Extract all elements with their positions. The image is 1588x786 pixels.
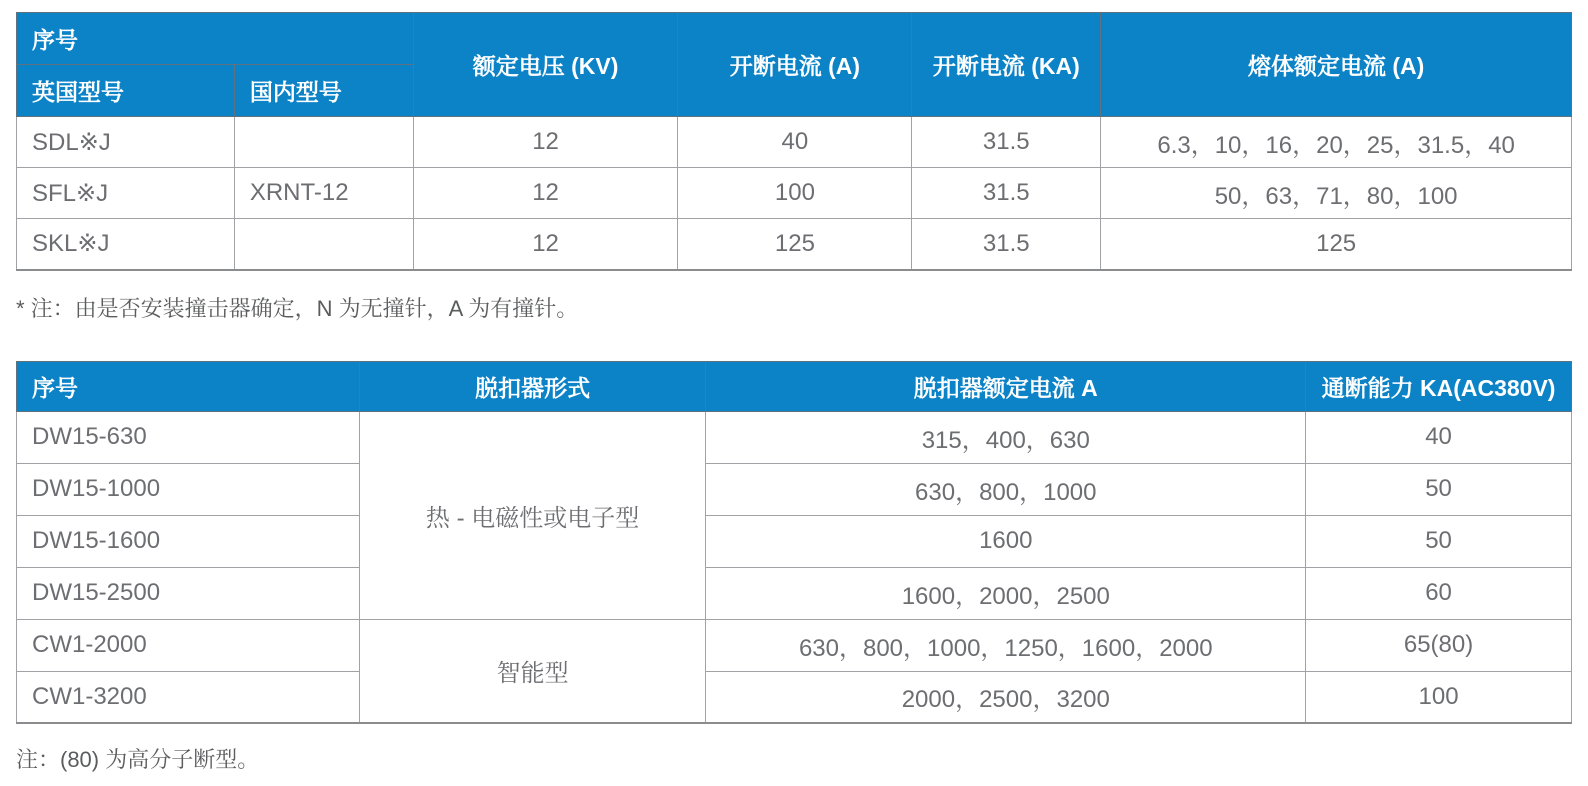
table-row <box>17 515 1572 567</box>
cell-voltage: 12 <box>413 168 678 219</box>
cell-trip-form-group: 智能型 <box>359 619 706 723</box>
cell-rated-current: 2000，2500，3200 <box>706 671 1306 723</box>
cell-trip-form-group: 热 - 电磁性或电子型 <box>359 411 706 619</box>
cell-rated-current: 630，800，1000 <box>706 463 1306 515</box>
cell-model: DW15-2500 <box>17 567 360 619</box>
cell-rated-current: 1600，2000，2500 <box>706 567 1306 619</box>
cell-current-a: 100 <box>678 168 912 219</box>
cell-capacity: 50 <box>1306 515 1572 567</box>
cell-uk-model: SDL※J <box>17 117 235 168</box>
cell-capacity: 60 <box>1306 567 1572 619</box>
header-breaking-current-a: 开断电流 (A) <box>678 13 912 117</box>
cell-capacity: 100 <box>1306 671 1572 723</box>
table-header-row <box>17 13 1572 65</box>
cell-current-a: 40 <box>678 117 912 168</box>
cell-rated-current: 1600 <box>706 515 1306 567</box>
cell-uk-model: SFL※J <box>17 168 235 219</box>
cell-current-ka: 31.5 <box>912 168 1101 219</box>
cell-current-a: 125 <box>678 219 912 270</box>
cell-current-ka: 31.5 <box>912 219 1101 270</box>
cell-fuse-current: 125 <box>1101 219 1572 270</box>
breaker-spec-table <box>16 361 1572 725</box>
cell-model: DW15-1000 <box>17 463 360 515</box>
header-serial: 序号 <box>17 13 414 65</box>
cell-cn-model <box>234 117 413 168</box>
header-fuse-rated-current: 熔体额定电流 (A) <box>1101 13 1572 117</box>
header-uk-model: 英国型号 <box>17 65 235 117</box>
table-row <box>17 567 1572 619</box>
table1-note: * 注：由是否安装撞击器确定，N 为无撞针，A 为有撞针。 <box>16 295 579 321</box>
cell-rated-current: 630，800，1000，1250，1600，2000 <box>706 619 1306 671</box>
cell-voltage: 12 <box>413 117 678 168</box>
cell-uk-model: SKL※J <box>17 219 235 270</box>
cell-current-ka: 31.5 <box>912 117 1101 168</box>
header-serial: 序号 <box>17 361 360 411</box>
fuse-spec-table <box>16 12 1572 271</box>
cell-rated-current: 315，400，630 <box>706 411 1306 463</box>
cell-fuse-current: 6.3，10，16，20，25，31.5，40 <box>1101 117 1572 168</box>
cell-cn-model: XRNT-12 <box>234 168 413 219</box>
cell-fuse-current: 50，63，71，80，100 <box>1101 168 1572 219</box>
cell-model: CW1-2000 <box>17 619 360 671</box>
table-row <box>17 219 1572 270</box>
table-row <box>17 117 1572 168</box>
cell-capacity: 50 <box>1306 463 1572 515</box>
table-row <box>17 168 1572 219</box>
cell-cn-model <box>234 219 413 270</box>
table-row <box>17 671 1572 723</box>
header-trip-rated-current: 脱扣器额定电流 A <box>706 361 1306 411</box>
cell-model: CW1-3200 <box>17 671 360 723</box>
header-trip-form: 脱扣器形式 <box>359 361 706 411</box>
cell-voltage: 12 <box>413 219 678 270</box>
table-row <box>17 411 1572 463</box>
table-row <box>17 619 1572 671</box>
table-row <box>17 463 1572 515</box>
header-switching-capacity: 通断能力 KA(AC380V) <box>1306 361 1572 411</box>
header-rated-voltage: 额定电压 (KV) <box>413 13 678 117</box>
header-breaking-current-ka: 开断电流 (KA) <box>912 13 1101 117</box>
header-cn-model: 国内型号 <box>234 65 413 117</box>
cell-model: DW15-1600 <box>17 515 360 567</box>
cell-capacity: 65(80) <box>1306 619 1572 671</box>
cell-capacity: 40 <box>1306 411 1572 463</box>
table-header-row <box>17 361 1572 411</box>
cell-model: DW15-630 <box>17 411 360 463</box>
table2-note: 注：(80) 为高分子断型。 <box>16 747 260 772</box>
